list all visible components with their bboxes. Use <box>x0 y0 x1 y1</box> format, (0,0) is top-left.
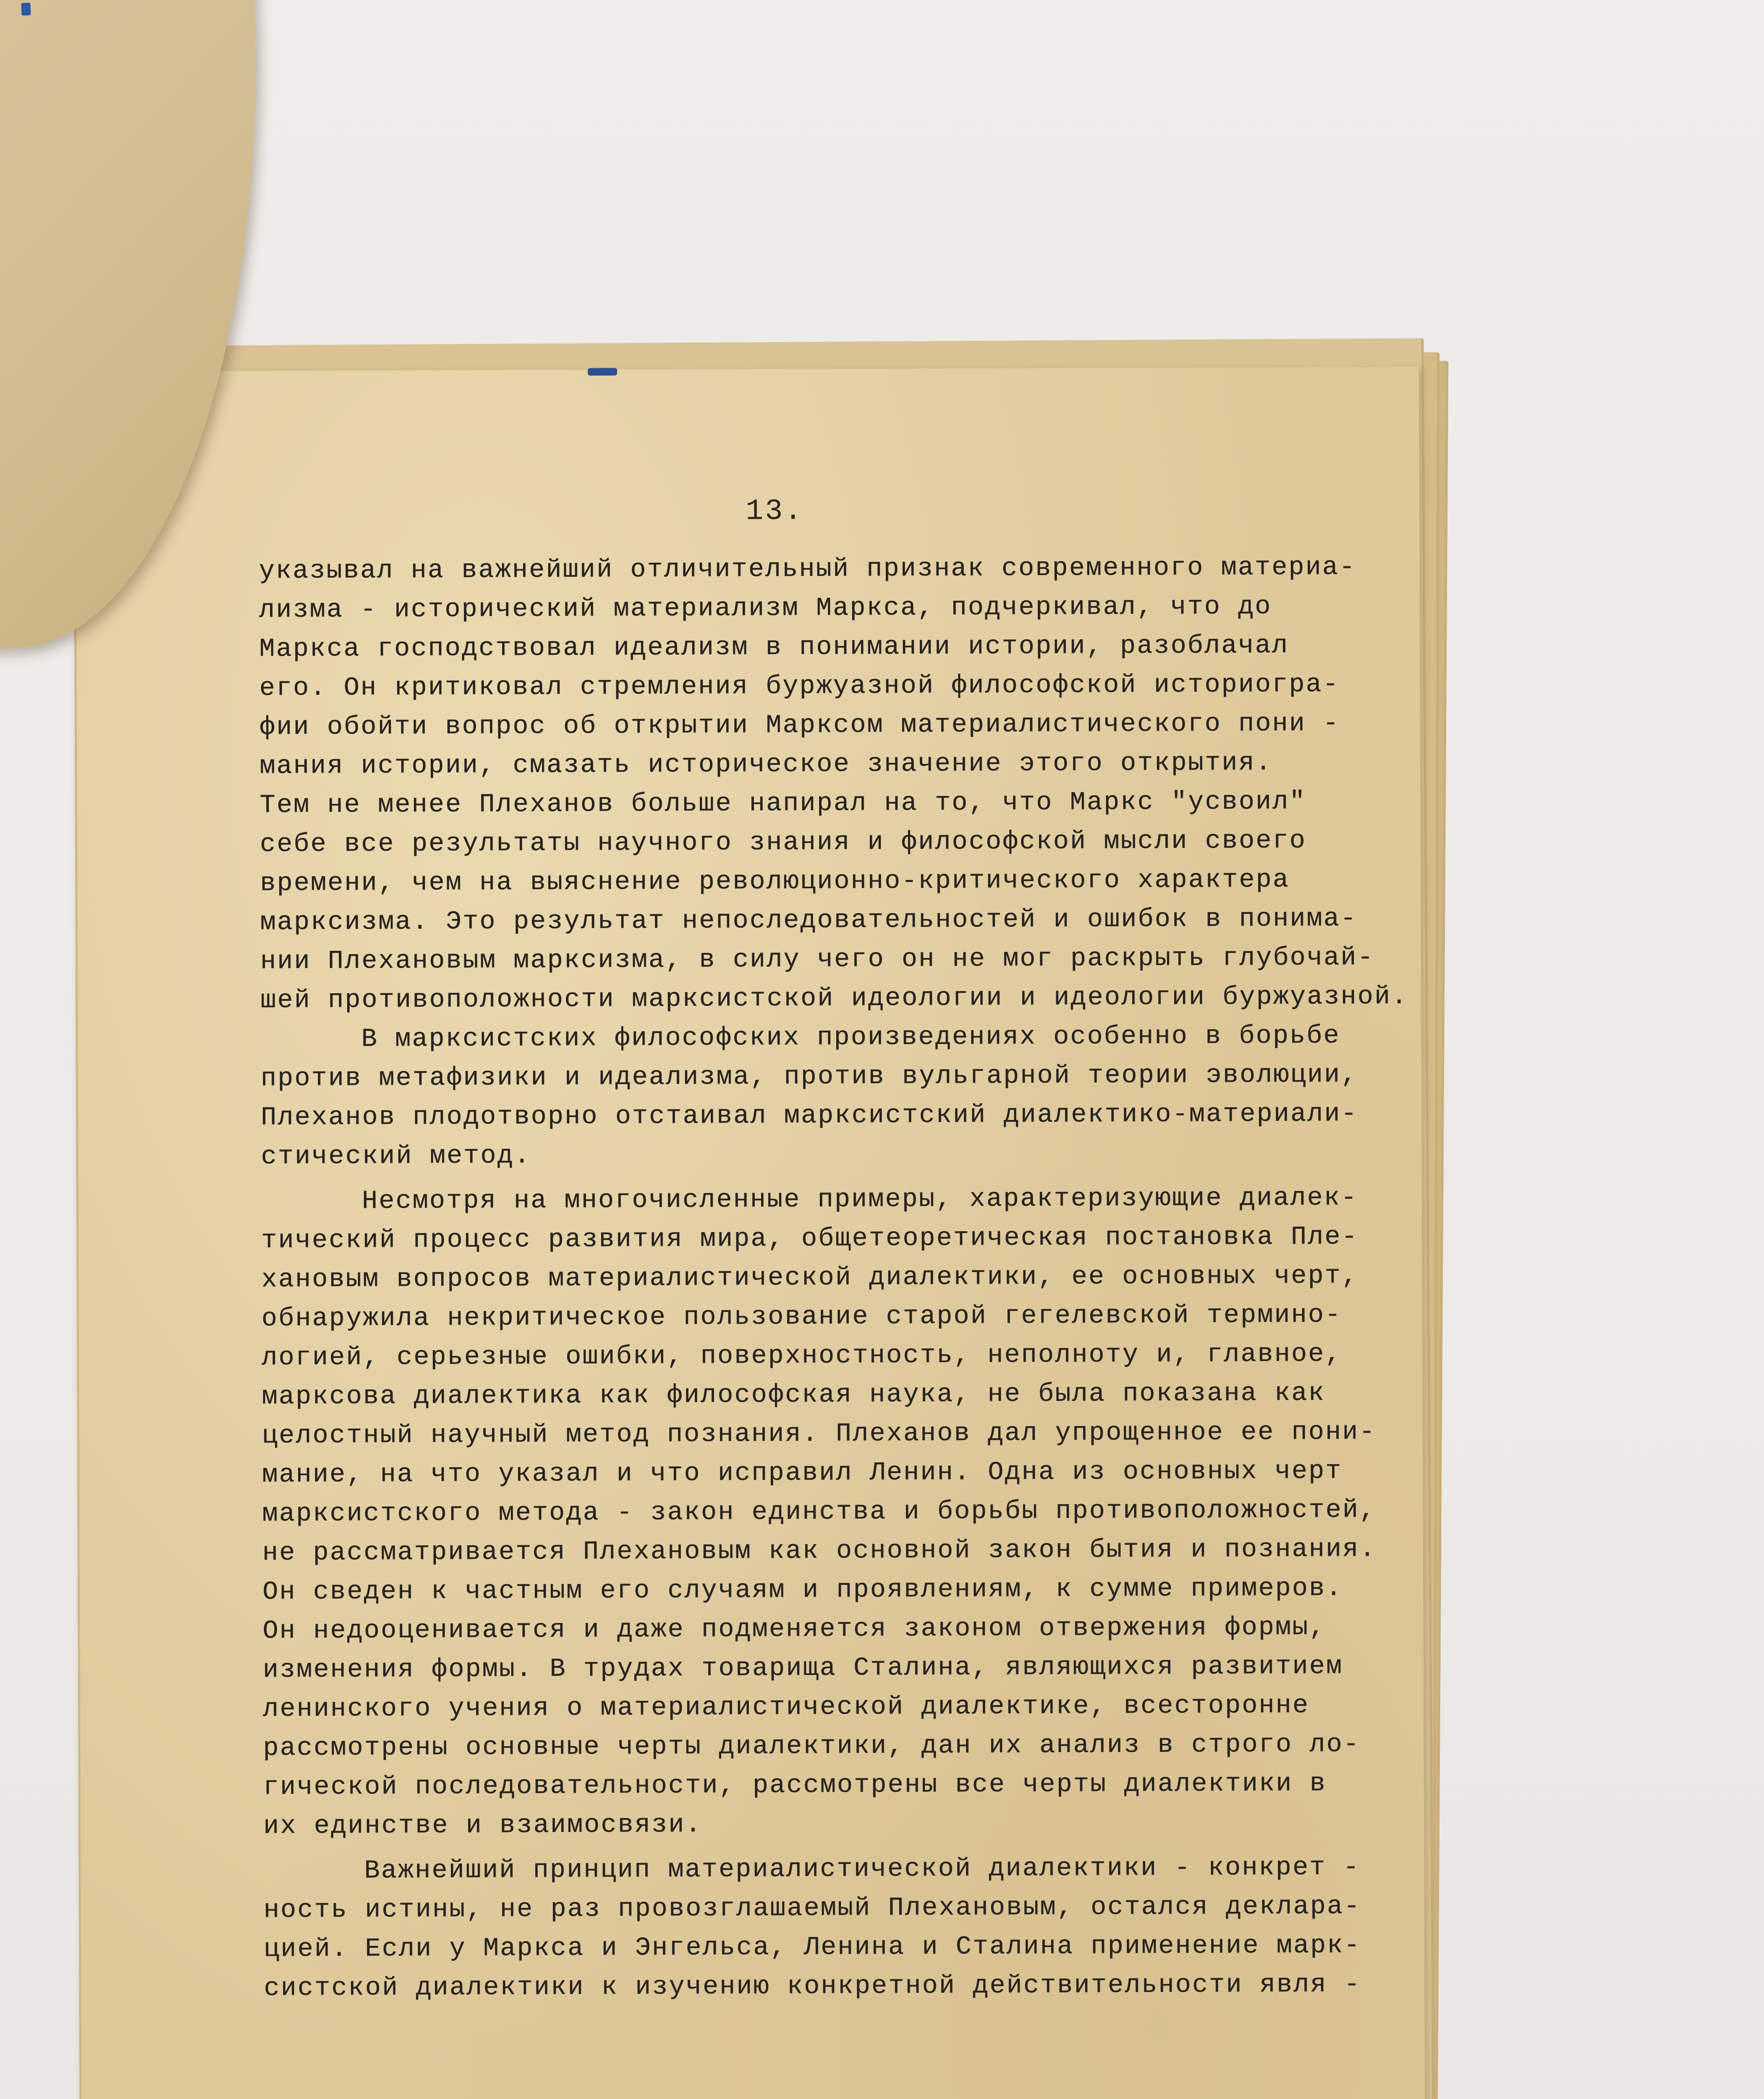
text-line: не рассматривается Плехановым как основной закон бытия и познания. <box>262 1534 1377 1568</box>
text-line: логией, серьезные ошибки, поверхностность, неполноту и, главное, <box>262 1339 1342 1373</box>
text-line: мание, на что указал и что исправил Ленин. Одна из основных черт <box>262 1456 1343 1490</box>
text-line: их единстве и взаимосвязи. <box>263 1809 702 1841</box>
text-line: тический процесс развития мира, общетеоретическая постановка Пле- <box>261 1222 1358 1256</box>
text-line: указывал на важнейший отличительный признак современного материа- <box>259 552 1356 586</box>
text-line: марксистского метода - закон единства и борьбы противоположностей, <box>262 1495 1377 1529</box>
text-line: себе все результаты научного знания и философской мысли своего <box>259 825 1306 859</box>
ink-dot <box>21 3 31 16</box>
text-line: фии обойти вопрос об открытии Марксом материалистического пони - <box>259 708 1340 742</box>
text-line: шей противоположности марксистской идеологии и идеологии буржуазной. <box>260 981 1408 1015</box>
text-line: ность истины, не раз провозглашаемый Плехановым, остался деклара- <box>263 1891 1361 1925</box>
text-line: гической последовательности, рассмотрены все черты диалектики в <box>263 1768 1327 1802</box>
text-line: систской диалектики к изучению конкретной действительности явля - <box>264 1969 1361 2003</box>
paragraph-start: Важнейший принцип материалистической диалектики - конкрет - <box>364 1852 1360 1886</box>
text-line: Он сведен к частным его случаям и проявлениям, к сумме примеров. <box>262 1573 1343 1607</box>
text-line: Маркса господствовал идеализм в понимании истории, разоблачал <box>259 630 1289 664</box>
text-line: времени, чем на выяснение революционно-критического характера <box>260 864 1290 898</box>
text-line: изменения формы. В трудах товарища Сталина, являющихся развитием <box>262 1651 1343 1685</box>
text-line: против метафизики и идеализма, против вульгарной теории эволюции, <box>260 1060 1358 1094</box>
paragraph-start: Несмотря на многочисленные примеры, характеризующие диалек- <box>361 1183 1358 1216</box>
text-line: ленинского учения о материалистической диалектике, всесторонне <box>262 1690 1310 1724</box>
document-page <box>73 367 1426 2099</box>
page-number: 13. <box>746 495 804 529</box>
text-line: его. Он критиковал стремления буржуазной философской историогра- <box>259 669 1340 703</box>
text-line: стический метод. <box>261 1141 531 1172</box>
text-line: целостный научный метод познания. Плеханов дал упрощенное ее пони- <box>262 1417 1376 1451</box>
binding-mark <box>588 368 617 375</box>
text-line: марксизма. Это результат непоследовательностей и ошибок в понима- <box>260 903 1358 937</box>
text-line: обнаружила некритическое пользование старой гегелевской термино- <box>261 1300 1342 1334</box>
text-line: мания истории, смазать историческое значение этого открытия. <box>259 748 1272 781</box>
text-line: Он недооценивается и даже подменяется законом отвержения формы, <box>262 1612 1326 1646</box>
text-line: Тем не менее Плеханов больше напирал на то, что Маркс "усвоил" <box>259 786 1306 820</box>
document-body <box>259 547 1502 2007</box>
text-line: лизма - исторический материализм Маркса, подчеркивал, что до <box>259 591 1272 625</box>
text-line: рассмотрены основные черты диалектики, дан их анализ в строго ло- <box>263 1729 1360 1763</box>
paragraph-start: В марксистских философских произведениях особенно в борьбе <box>361 1021 1340 1054</box>
text-line: марксова диалектика как философская наука, не была показана как <box>262 1378 1325 1412</box>
text-line: нии Плехановым марксизма, в силу чего он не мог раскрыть глубочай- <box>260 942 1374 976</box>
text-line: Плеханов плодотворно отстаивал марксистский диалектико-материали- <box>261 1099 1358 1133</box>
text-line: хановым вопросов материалистической диалектики, ее основных черт, <box>261 1261 1359 1295</box>
text-line: цией. Если у Маркса и Энгельса, Ленина и Сталина применение марк- <box>263 1930 1361 1964</box>
